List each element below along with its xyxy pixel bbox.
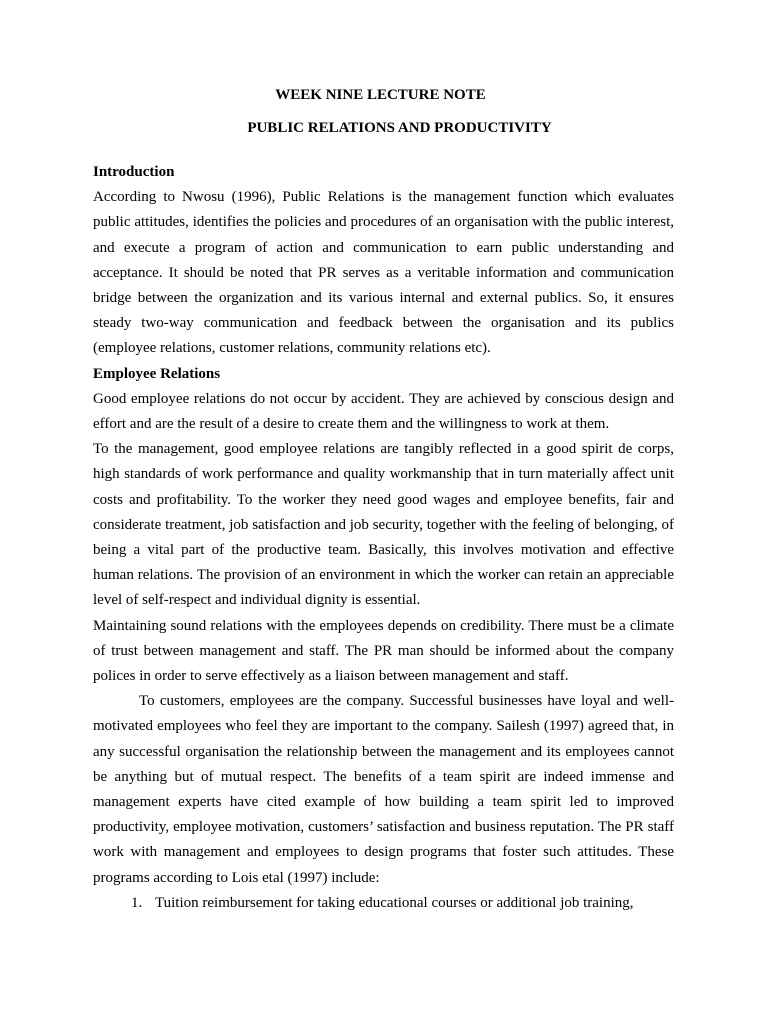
paragraph-employee-relations-1: Good employee relations do not occur by accident. They are achieved by conscious design and effort and are the result of a desire to create them and the willingness to work at them. [93,390,674,433]
list-item [93,891,674,916]
paragraph-introduction: According to Nwosu (1996), Public Relations is the management function which evaluates public attitudes, identifies the policies and procedures of an organisation with the public interest, and execute a program of action and communication to earn public understanding and acceptance. It should be noted that PR serves as a veritable information and communication bridge between the organization and its various internal and external publics. So, it ensures steady two-way communication and feedback between the organisation and its publics (employee relations, customer relations, community relations etc). [93,189,674,357]
programs-list [93,891,674,916]
paragraph-employee-relations-2: To the management, good employee relations are tangibly reflected in a good spirit de corps, high standards of work performance and quality workmanship that in turn materially affect unit costs and profitability. To the worker they need good wages and employee benefits, fair and considerate treatment, job satisfaction and job security, together with the feeling of belonging, of being a vital part of the productive team. Basically, this involves motivation and effective human relations. The provision of an environment in which the worker can retain an appreciable level of self-respect and individual dignity is essential. [93,441,674,609]
list-item-number: 1. [131,894,143,911]
section-heading-introduction: Introduction [93,164,175,180]
paragraph-employee-relations-3: Maintaining sound relations with the employees depends on credibility. There must be a climate of trust between management and staff. The PR man should be informed about the company polices in order to serve effectively as a liaison between management and staff. [93,617,674,685]
document-subtitle: PUBLIC RELATIONS AND PRODUCTIVITY [247,120,552,136]
document-title: WEEK NINE LECTURE NOTE [275,87,486,103]
list-item-text: Tuition reimbursement for taking educational courses or additional job training, [155,894,634,911]
document-page [93,85,674,916]
section-heading-employee-relations: Employee Relations [93,365,221,382]
paragraph-employee-relations-4: To customers, employees are the company. Successful businesses have loyal and well-motivated employees who feel they are important to the company. Sailesh (1997) agreed that, in any successful organisation the relationship between the management and its employees cannot be anything but of mutual respect. The benefits of a team spirit are indeed immense and management experts have cited example of how building a team spirit led to improved productivity, employee motivation, customers’ satisfaction and business reputation. The PR staff work with management and employees to design programs that foster such attitudes. These programs according to Lois etal (1997) include: [93,693,674,886]
